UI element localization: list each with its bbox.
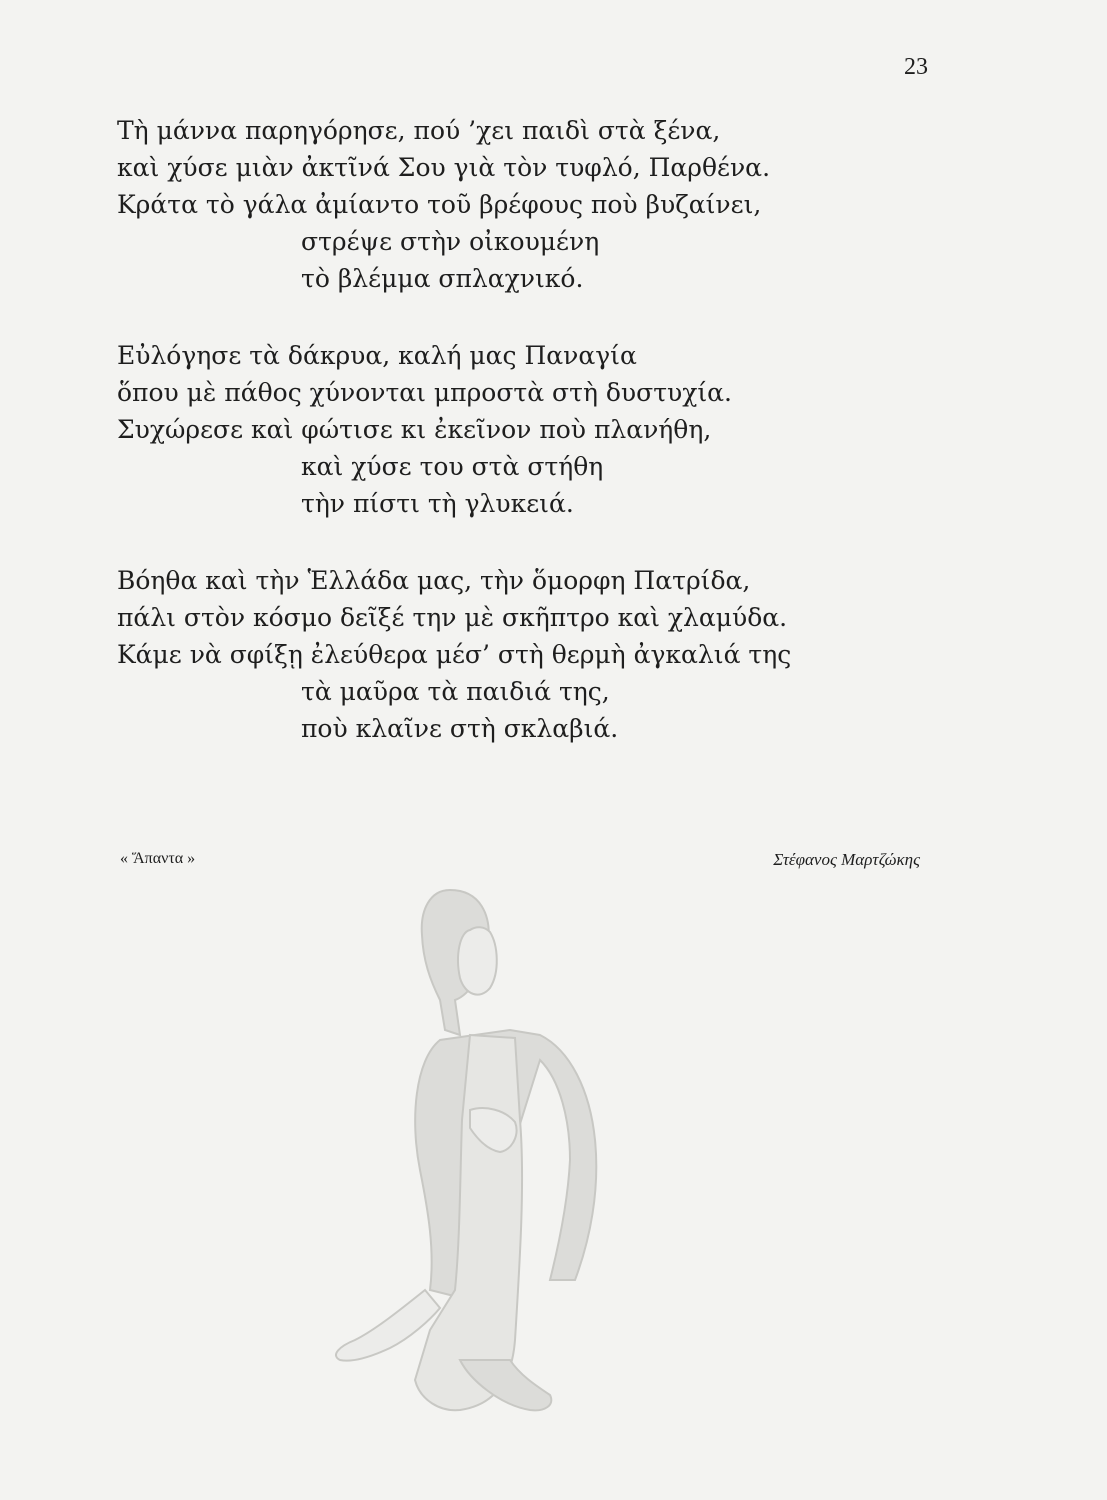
poem-line: καὶ χύσε μιὰν ἀκτῖνά Σου γιὰ τὸν τυφλό, Παρθένα.	[117, 153, 771, 182]
poem-line: Τὴ μάννα παρηγόρησε, πού ’χει παιδὶ στὰ ξένα,	[117, 116, 721, 145]
poem-line: τὴν πίστι τὴ γλυκειά.	[301, 489, 574, 518]
poem-line: τὰ μαῦρα τὰ παιδιά της,	[301, 677, 610, 706]
stanza-2	[117, 337, 937, 522]
page-number: 23	[904, 54, 928, 80]
poem-line: ποὺ κλαῖνε στὴ σκλαβιά.	[301, 714, 619, 743]
stanza-3	[117, 562, 937, 747]
poem-line: Κράτα τὸ γάλα ἀμίαντο τοῦ βρέφους ποὺ βυζαίνει,	[117, 190, 762, 219]
poem-line: Συχώρεσε καὶ φώτισε κι ἐκεῖνον ποὺ πλανήθη,	[117, 415, 712, 444]
poem-line: Εὐλόγησε τὰ δάκρυα, καλή μας Παναγία	[117, 341, 637, 370]
author-name: Στέφανος Μαρτζώκης	[773, 850, 920, 869]
poem	[117, 112, 937, 787]
poem-line: ὅπου μὲ πάθος χύνονται μπροστὰ στὴ δυστυχία.	[117, 378, 733, 407]
poem-line: Βόηθα καὶ τὴν Ἑλλάδα μας, τὴν ὅμορφη Πατρίδα,	[117, 566, 751, 595]
poem-line: τὸ βλέμμα σπλαχνικό.	[301, 264, 584, 293]
poem-line: στρέψε στὴν οἰκουμένη	[301, 227, 600, 256]
poem-line: πάλι στὸν κόσμο δεῖξέ την μὲ σκῆπτρο καὶ χλαμύδα.	[117, 603, 788, 632]
poem-line: καὶ χύσε του στὰ στήθη	[301, 452, 604, 481]
stanza-1	[117, 112, 937, 297]
source-title: « Ἅπαντα »	[120, 850, 196, 867]
kneeling-figure-illustration	[320, 860, 640, 1440]
poem-line: Κάμε νὰ σφίξῃ ἐλεύθερα μέσ’ στὴ θερμὴ ἀγκαλιά της	[117, 640, 792, 669]
